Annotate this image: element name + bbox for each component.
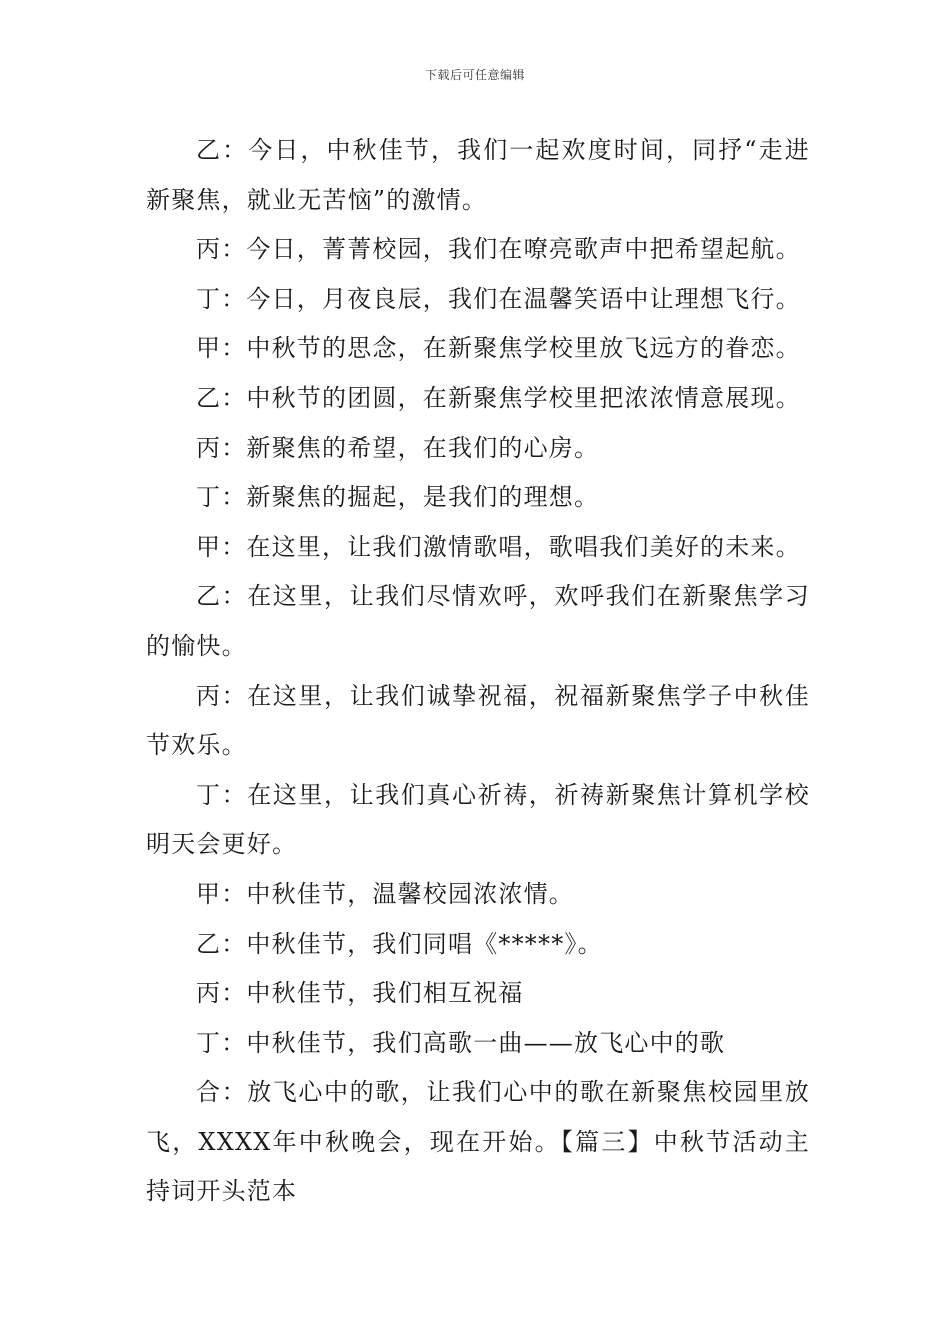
paragraph: 乙：在这里，让我们尽情欢呼，欢呼我们在新聚焦学习的愉快。 [146, 582, 810, 660]
paragraph: 丙：新聚焦的希望，在我们的心房。 [196, 433, 600, 462]
page-header: 下载后可任意编辑 [424, 68, 525, 82]
paragraph: 乙：中秋节的团圆，在新聚焦学校里把浓浓情意展现。 [196, 383, 801, 412]
paragraph: 丁：新聚焦的掘起，是我们的理想。 [196, 483, 600, 512]
paragraph: 丁：中秋佳节，我们高歌一曲——放飞心中的歌 [196, 1028, 726, 1057]
paragraph: 丙：今日，菁菁校园，我们在嘹亮歌声中把希望起航。 [196, 235, 801, 264]
paragraph: 丁：在这里，让我们真心祈祷，祈祷新聚焦计算机学校明天会更好。 [146, 780, 810, 859]
paragraph: 合：放飞心中的歌，让我们心中的歌在新聚焦校园里放飞，XXXX年中秋晚会，现在开始。【篇三】中秋节活动主持词开头范本 [146, 1078, 810, 1206]
paragraph: 甲：中秋节的思念，在新聚焦学校里放飞远方的眷恋。 [196, 334, 801, 363]
paragraph: 丙：中秋佳节，我们相互祝福 [196, 979, 524, 1008]
paragraph: 乙：今日，中秋佳节，我们一起欢度时间，同抒“走进新聚焦，就业无苦恼”的激情。 [146, 136, 810, 214]
paragraph: 丙：在这里，让我们诚挚祝福，祝福新聚焦学子中秋佳节欢乐。 [146, 681, 810, 760]
paragraph: 甲：在这里，让我们激情歌唱，歌唱我们美好的未来。 [196, 532, 801, 561]
paragraph: 乙：中秋佳节，我们同唱《*****》。 [196, 929, 603, 958]
paragraph: 甲：中秋佳节，温馨校园浓浓情。 [196, 879, 574, 908]
paragraph: 丁：今日，月夜良辰，我们在温馨笑语中让理想飞行。 [196, 284, 801, 313]
document-body [146, 126, 810, 1217]
